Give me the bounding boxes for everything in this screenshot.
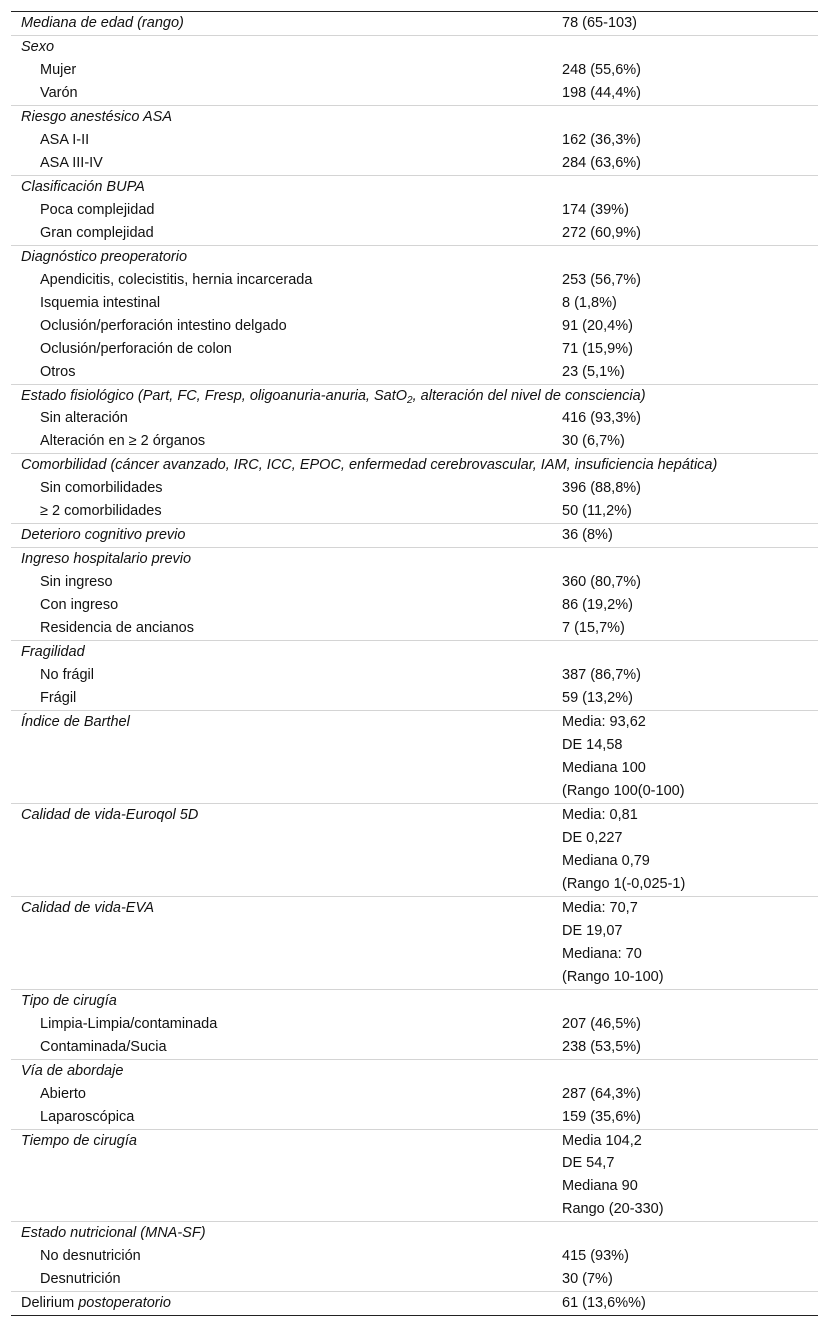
row-value: 387 (86,7%) — [562, 667, 641, 684]
row-label: Calidad de vida-Euroqol 5D — [11, 803, 551, 896]
table-row — [11, 454, 818, 477]
table-row — [11, 594, 818, 617]
row-label: ASA III-IV — [40, 154, 103, 171]
row-label: Frágil — [40, 690, 77, 707]
estado-label-post: , alteración del nivel de consciencia) — [412, 387, 646, 404]
stat-line: DE 0,227 — [562, 829, 623, 846]
row-label: Residencia de ancianos — [40, 620, 194, 637]
stat-line: Media: 0,81 — [562, 806, 638, 823]
row-value: 416 (93,3%) — [562, 410, 641, 427]
group-label: Estado nutricional (MNA-SF) — [11, 1222, 818, 1245]
table-row — [11, 641, 818, 664]
table-row — [11, 269, 818, 292]
delirium-label-italic: postoperatorio — [78, 1295, 171, 1312]
group-label: Sexo — [11, 35, 818, 58]
group-label-estado — [11, 384, 818, 407]
table-row — [11, 35, 818, 58]
stat-line: DE 54,7 — [562, 1155, 615, 1172]
row-label: Mediana de edad (rango) — [21, 15, 184, 31]
stat-line: Mediana 100 — [562, 760, 646, 776]
table-row — [11, 175, 818, 198]
row-value: 272 (60,9%) — [562, 224, 641, 241]
table-row — [11, 803, 818, 896]
table-row — [11, 222, 818, 245]
row-label: Mujer — [40, 61, 77, 78]
group-label: Vía de abordaje — [11, 1059, 818, 1082]
table-row — [11, 1292, 818, 1315]
row-value-multi — [551, 1129, 818, 1222]
row-label: No frágil — [40, 667, 94, 684]
row-value: 50 (11,2%) — [562, 503, 632, 520]
row-value: 91 (20,4%) — [562, 317, 633, 334]
table-row — [11, 12, 818, 35]
table-row — [11, 548, 818, 571]
stat-line: DE 19,07 — [562, 922, 623, 939]
table-row — [11, 152, 818, 175]
row-label: Oclusión/perforación de colon — [40, 340, 232, 357]
stat-line: Rango (20-330) — [562, 1201, 664, 1218]
table-row — [11, 59, 818, 82]
group-label: Fragilidad — [11, 641, 818, 664]
table-row — [11, 687, 818, 710]
table-row — [11, 500, 818, 523]
table-row — [11, 315, 818, 338]
group-label: Comorbilidad (cáncer avanzado, IRC, ICC, EPOC, enfermedad cerebrovascular, IAM, insuficiencia hepática) — [11, 454, 818, 477]
stat-line: Media 104,2 — [562, 1132, 642, 1149]
row-label: Sin alteración — [40, 410, 128, 427]
row-value-multi — [551, 711, 818, 804]
row-value: 23 (5,1%) — [562, 363, 625, 380]
row-value: 162 (36,3%) — [562, 131, 641, 148]
row-label: Laparoscópica — [40, 1108, 135, 1125]
row-value: 284 (63,6%) — [562, 154, 641, 171]
table-row — [11, 1036, 818, 1059]
row-value: 8 (1,8%) — [562, 294, 617, 311]
row-value: 36 (8%) — [551, 524, 818, 548]
row-label: Isquemia intestinal — [40, 294, 161, 311]
group-label: Riesgo anestésico ASA — [11, 105, 818, 128]
row-value-multi — [551, 896, 818, 989]
table-row — [11, 477, 818, 500]
stat-line: Media: 93,62 — [562, 714, 646, 731]
stat-line: (Rango 10-100) — [562, 968, 664, 985]
row-value: 7 (15,7%) — [562, 620, 625, 637]
table-row — [11, 338, 818, 361]
table-row — [11, 292, 818, 315]
row-label: Con ingreso — [40, 597, 119, 614]
table-row — [11, 1083, 818, 1106]
table-row — [11, 711, 818, 804]
row-value: 253 (56,7%) — [562, 271, 641, 288]
table-row — [11, 407, 818, 430]
row-label: Contaminada/Sucia — [40, 1038, 167, 1055]
row-value-multi — [551, 803, 818, 896]
row-value: 198 (44,4%) — [562, 84, 641, 101]
row-value: 415 (93%) — [562, 1248, 629, 1265]
stat-line: Mediana 90 — [562, 1178, 638, 1195]
row-label-delirium — [11, 1292, 551, 1315]
table-row — [11, 361, 818, 384]
table-row — [11, 1245, 818, 1268]
row-value: 360 (80,7%) — [562, 574, 641, 591]
table-row — [11, 384, 818, 407]
row-label: Abierto — [40, 1085, 86, 1102]
patient-characteristics-table-wrapper — [11, 11, 818, 1316]
group-label: Diagnóstico preoperatorio — [11, 245, 818, 268]
row-value: 207 (46,5%) — [562, 1015, 641, 1032]
row-value: 238 (53,5%) — [562, 1038, 641, 1055]
row-label: Tiempo de cirugía — [11, 1129, 551, 1222]
row-label: Varón — [40, 84, 78, 101]
patient-characteristics-table — [11, 12, 818, 1315]
group-label: Clasificación BUPA — [11, 175, 818, 198]
row-label: ≥ 2 comorbilidades — [40, 503, 162, 520]
row-label: Desnutrición — [40, 1271, 121, 1288]
table-row — [11, 430, 818, 453]
row-value: 59 (13,2%) — [562, 690, 633, 707]
stat-line: Media: 70,7 — [562, 899, 638, 916]
delirium-label-plain: Delirium — [21, 1295, 79, 1312]
row-label: Sin comorbilidades — [40, 480, 163, 497]
row-value: 287 (64,3%) — [562, 1085, 641, 1102]
table-row — [11, 989, 818, 1012]
row-label: Gran complejidad — [40, 224, 154, 241]
row-label: Apendicitis, colecistitis, hernia incarcerada — [40, 271, 313, 288]
row-label: Oclusión/perforación intestino delgado — [40, 317, 287, 334]
table-row — [11, 1268, 818, 1291]
row-value: 71 (15,9%) — [562, 340, 633, 357]
table-row — [11, 896, 818, 989]
row-label: No desnutrición — [40, 1248, 141, 1265]
group-label: Ingreso hospitalario previo — [11, 548, 818, 571]
table-row — [11, 1129, 818, 1222]
stat-line: (Rango 100(0-100) — [562, 782, 685, 799]
estado-label-sub: 2 — [407, 394, 413, 406]
table-row — [11, 82, 818, 105]
row-label: Sin ingreso — [40, 574, 113, 591]
row-value: 61 (13,6%%) — [551, 1292, 818, 1315]
stat-line: Mediana: 70 — [562, 945, 642, 962]
row-value: 30 (6,7%) — [562, 433, 625, 450]
row-label: Calidad de vida-EVA — [11, 896, 551, 989]
table-row — [11, 664, 818, 687]
table-row — [11, 129, 818, 152]
table-row — [11, 105, 818, 128]
row-value: 248 (55,6%) — [562, 61, 641, 78]
row-value: 86 (19,2%) — [562, 597, 633, 614]
estado-label-pre: Estado fisiológico (Part, FC, Fresp, oligoanuria-anuria, SatO — [21, 387, 408, 404]
stat-line: DE 14,58 — [562, 737, 623, 754]
row-label: Poca complejidad — [40, 201, 155, 218]
table-row — [11, 1222, 818, 1245]
row-value: 159 (35,6%) — [562, 1108, 641, 1125]
row-label: ASA I-II — [40, 131, 90, 148]
row-label: Otros — [40, 363, 76, 380]
table-row — [11, 245, 818, 268]
table-row — [11, 524, 818, 548]
row-label: Alteración en ≥ 2 órganos — [40, 433, 206, 450]
table-row — [11, 1106, 818, 1129]
table-row — [11, 199, 818, 222]
row-value: 78 (65-103) — [562, 15, 637, 31]
row-value: 396 (88,8%) — [562, 480, 641, 497]
stat-line: (Rango 1(-0,025-1) — [562, 875, 686, 892]
row-label: Limpia-Limpia/contaminada — [40, 1015, 218, 1032]
row-value: 174 (39%) — [562, 201, 629, 218]
row-value: 30 (7%) — [562, 1271, 613, 1288]
stat-line: Mediana 0,79 — [562, 852, 650, 869]
table-row — [11, 1013, 818, 1036]
row-label: Índice de Barthel — [11, 711, 551, 804]
group-label: Tipo de cirugía — [11, 989, 818, 1012]
table-row — [11, 571, 818, 594]
row-label: Deterioro cognitivo previo — [11, 524, 551, 548]
table-row — [11, 617, 818, 640]
table-row — [11, 1059, 818, 1082]
